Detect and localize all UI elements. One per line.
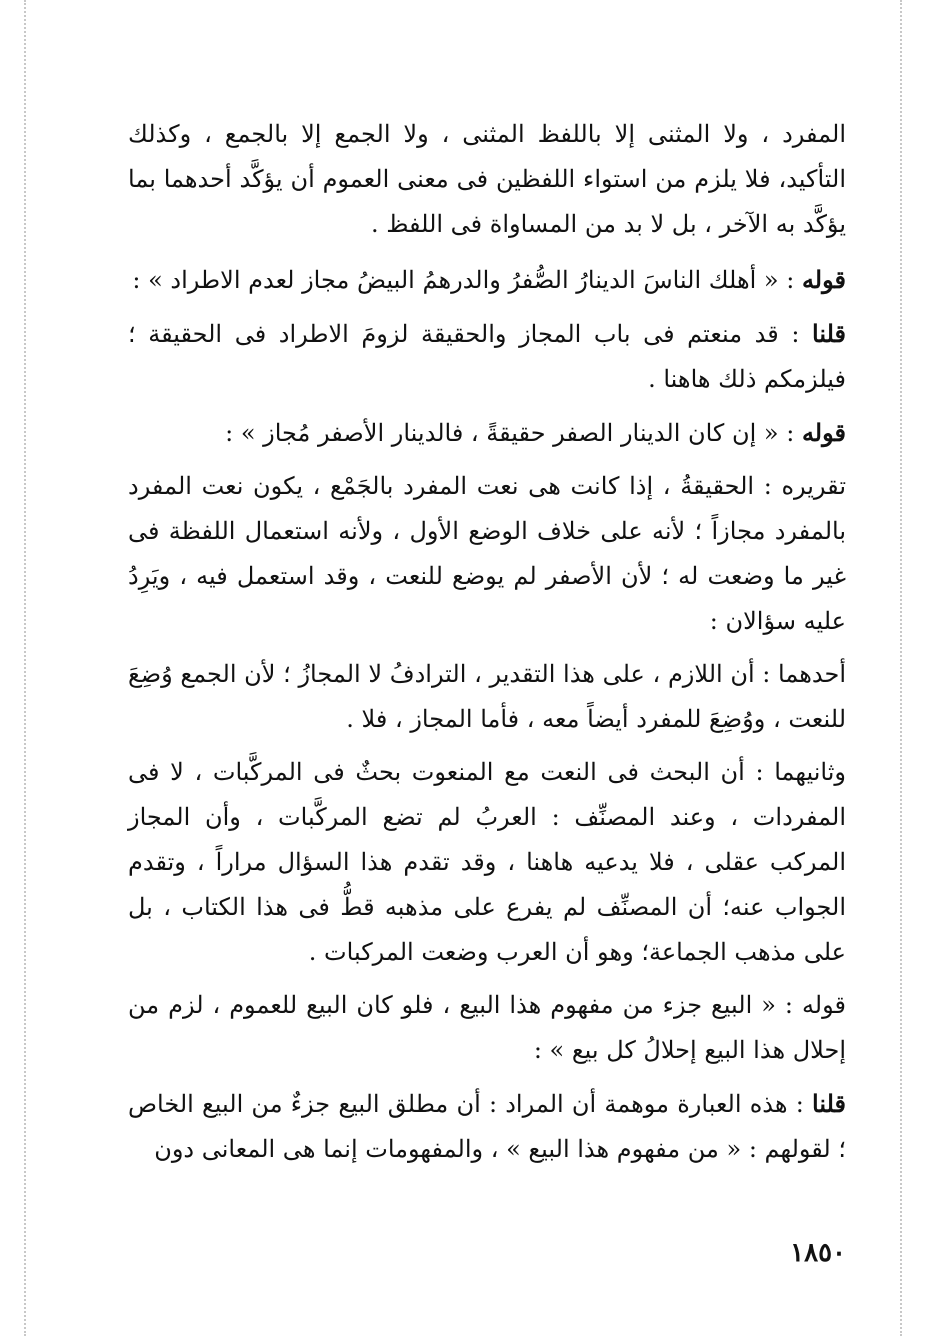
paragraph-lead: قلنا <box>812 319 846 348</box>
paragraph-lead: قوله <box>801 265 846 294</box>
paragraph-text: وثانيهما : أن البحث فى النعت مع المنعوت بحثٌ فى المركَّبات ، لا فى المفردات ، وعند المصنِّف : العربُ لم تضع المركَّبات ، وأن المجاز المركب عقلى ، فلا يدعيه هاهنا ، وقد تقدم هذا السؤال مراراً ، وتقدم الجواب عنه؛ أن المصنِّف لم يفرع على مذهبه قطُّ فى هذا الكتاب ، بل على مذهب الجماعة؛ وهو أن العرب وضعت المركبات . <box>128 758 846 966</box>
paragraph <box>128 410 846 456</box>
paragraph-text: : « أهلك الناسَ الدينارُ الصُّفرُ والدرهمُ البيضُ مجاز لعدم الاطراد » : <box>132 266 802 294</box>
paragraph-lead: قوله <box>801 418 846 447</box>
right-margin-dotted-line <box>900 0 902 1336</box>
paragraph-text: قوله : « البيع جزء من مفهوم هذا البيع ، فلو كان البيع للعموم ، لزم من إحلال هذا البيع إحلالُ كل بيع » : <box>128 991 846 1064</box>
body-text <box>128 112 846 1180</box>
paragraph <box>128 750 846 975</box>
paragraph-text: تقريره : الحقيقةُ ، إذا كانت هى نعت المفرد بالجَمْع ، يكون نعت المفرد بالمفرد مجازاً ؛ لأنه على خلاف الوضع الأول ، ولأنه استعمال اللفظة فى غير ما وضعت له ؛ لأن الأصفر لم يوضع للنعت ، وقد استعمل فيه ، ويَرِدُ عليه سؤالان : <box>128 472 846 635</box>
paragraph-text: : قد منعتم فى باب المجاز والحقيقة لزومَ الاطراد فى الحقيقة ؛ فيلزمكم ذلك هاهنا . <box>128 320 846 393</box>
paragraph-text: : هذه العبارة موهمة أن المراد : أن مطلق البيع جزءٌ من البيع الخاص ؛ لقولهم : « من مفهوم هذا البيع » ، والمفهومات إنما هى المعانى دون <box>128 1090 846 1163</box>
paragraph <box>128 464 846 644</box>
paragraph <box>128 311 846 402</box>
paragraph-text: أحدهما : أن اللازم ، على هذا التقدير ، الترادفُ لا المجازُ ؛ لأن الجمع وُضِعَ للنعت ، ووُضِعَ للمفرد أيضاً معه ، فأما المجاز ، فلا . <box>128 660 846 733</box>
paragraph <box>128 652 846 742</box>
paragraph <box>128 257 846 303</box>
paragraph-text: المفرد ، ولا المثنى إلا باللفظ المثنى ، ولا الجمع إلا بالجمع ، وكذلك التأكيد، فلا يلزم من استواء اللفظين فى معنى العموم أن يؤكَّد أحدهما بما يؤكَّد به الآخر ، بل لا بد من المساواة فى اللفظ . <box>128 120 846 238</box>
paragraph-text: : « إن كان الدينار الصفر حقيقةً ، فالدينار الأصفر مُجاز » : <box>225 419 802 447</box>
paragraph-lead: قلنا <box>812 1089 846 1118</box>
page-number: ١٨٥٠ <box>790 1238 846 1268</box>
left-margin-dotted-line <box>24 0 26 1336</box>
paragraph <box>128 1081 846 1172</box>
paragraph <box>128 112 846 247</box>
paragraph <box>128 983 846 1073</box>
